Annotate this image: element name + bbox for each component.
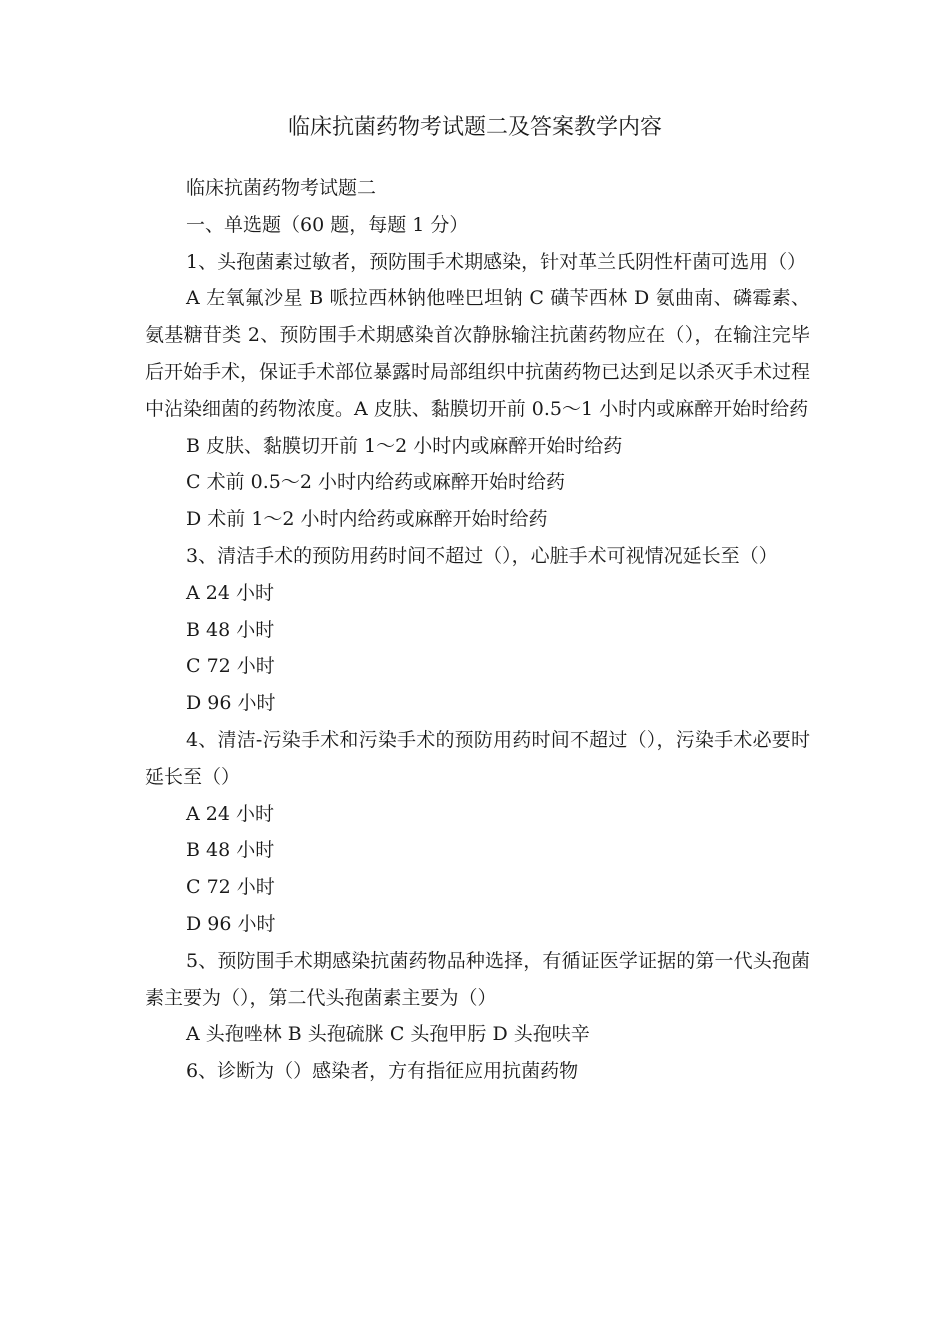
question-5-options: A 头孢唑林 B 头孢硫脒 C 头孢甲肟 D 头孢呋辛 [186, 1023, 590, 1046]
question-5: 5、预防围手术期感染抗菌药物品种选择，有循证医学证据的第一代头孢菌素主要为（），第二代头孢菌素主要为（） [145, 949, 810, 1009]
question-4-option-c: C 72 小时 [186, 876, 275, 899]
question-4-option-b: B 48 小时 [186, 839, 275, 862]
question-3-option-a: A 24 小时 [186, 581, 274, 604]
question-2-option-b: B 皮肤、黏膜切开前 1～2 小时内或麻醉开始时给药 [186, 434, 623, 457]
question-1-options-and-question-2: A 左氧氟沙星 B 哌拉西林钠他唑巴坦钠 C 磺苄西林 D 氨曲南、磷霉素、氨基糖苷类 2、预防围手术期感染首次静脉输注抗菌药物应在（），在输注完毕后开始手术，保证手术部位暴露时局部组织中抗菌药物已达到足以杀灭手术过程中沾染细菌的药物浓度。A 皮肤、黏膜切开前 0.5～1 小时内或麻醉开始时给药 [145, 287, 811, 420]
section-heading: 临床抗菌药物考试题二 [186, 177, 377, 199]
question-1: 1、头孢菌素过敏者，预防围手术期感染，针对革兰氏阴性杆菌可选用（） [186, 250, 807, 273]
question-6: 6、诊断为（）感染者，方有指征应用抗菌药物 [186, 1060, 579, 1083]
document-body [145, 170, 810, 1090]
question-3: 3、清洁手术的预防用药时间不超过（），心脏手术可视情况延长至（） [186, 544, 778, 567]
question-4-option-d: D 96 小时 [186, 912, 276, 935]
question-3-option-b: B 48 小时 [186, 618, 275, 641]
question-4-option-a: A 24 小时 [186, 802, 274, 825]
document-title: 临床抗菌药物考试题二及答案教学内容 [287, 115, 662, 140]
question-3-option-c: C 72 小时 [186, 655, 275, 678]
question-3-option-d: D 96 小时 [186, 692, 276, 715]
question-4: 4、清洁-污染手术和污染手术的预防用药时间不超过（），污染手术必要时延长至（） [145, 728, 810, 788]
part-heading: 一、单选题（60 题，每题 1 分） [186, 213, 469, 236]
question-2-option-c: C 术前 0.5～2 小时内给药或麻醉开始时给药 [186, 471, 565, 494]
question-2-option-d: D 术前 1～2 小时内给药或麻醉开始时给药 [186, 508, 548, 531]
